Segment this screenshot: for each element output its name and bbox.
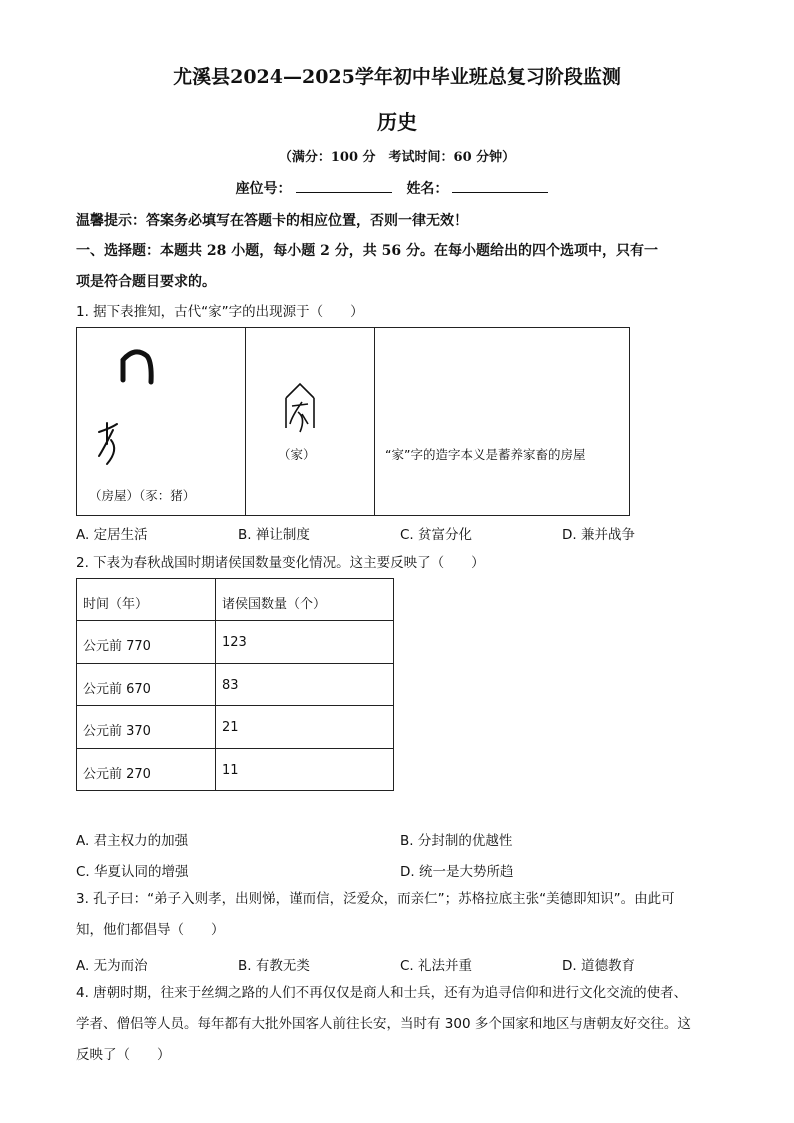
q1-option-a[interactable]: A. 定居生活 bbox=[76, 527, 148, 543]
table-cell: 公元前 670 bbox=[77, 664, 216, 706]
section1-line1: 一、选择题：本题共 28 小题，每小题 2 分，共 56 分。在每小题给出的四个选项中，只有一 bbox=[76, 243, 658, 259]
q4-line2: 学者、僧侣等人员。每年都有大批外国客人前往长安，当时有 300 多个国家和地区与唐朝友好交往。这 bbox=[76, 1016, 691, 1032]
name-blank[interactable] bbox=[452, 180, 548, 193]
q1-option-d[interactable]: D. 兼并战争 bbox=[562, 527, 635, 543]
seat-label: 座位号： bbox=[235, 181, 292, 197]
q1-cell-3 bbox=[375, 328, 630, 516]
table-cell: 公元前 270 bbox=[77, 749, 216, 791]
seat-blank[interactable] bbox=[296, 180, 392, 193]
seat-name-line bbox=[0, 178, 794, 198]
q3-option-c[interactable]: C. 礼法并重 bbox=[400, 958, 473, 974]
q1-stem: 1. 据下表推知，古代“家”字的出现源于（ ） bbox=[76, 304, 364, 320]
q1-cell2-caption: （家） bbox=[278, 447, 316, 462]
exam-title: 尤溪县2024—2025学年初中毕业班总复习阶段监测 bbox=[173, 66, 621, 88]
table-cell: 公元前 370 bbox=[77, 706, 216, 749]
q4-line3: 反映了（ ） bbox=[76, 1047, 171, 1063]
table-cell: 11 bbox=[216, 749, 394, 791]
table-cell: 83 bbox=[216, 664, 394, 706]
q2-option-b[interactable]: B. 分封制的优越性 bbox=[400, 833, 513, 849]
q3-option-a[interactable]: A. 无为而治 bbox=[76, 958, 148, 974]
q2-option-c[interactable]: C. 华夏认同的增强 bbox=[76, 864, 189, 880]
q3-line1: 3. 孔子曰：“弟子入则孝，出则悌，谨而信，泛爱众，而亲仁”；苏格拉底主张“美德即知识”。由此可 bbox=[76, 891, 675, 907]
table-header-row bbox=[77, 579, 394, 621]
table-row bbox=[77, 749, 394, 791]
q2-stem: 2. 下表为春秋战国时期诸侯国数量变化情况。这主要反映了（ ） bbox=[76, 555, 485, 571]
q3-option-d[interactable]: D. 道德教育 bbox=[562, 958, 635, 974]
q2-option-a[interactable]: A. 君主权力的加强 bbox=[76, 833, 189, 849]
q3-option-b[interactable]: B. 有教无类 bbox=[238, 958, 310, 974]
q1-option-c[interactable]: C. 贫富分化 bbox=[400, 527, 473, 543]
subject-title: 历史 bbox=[377, 110, 417, 134]
table-cell: 公元前 770 bbox=[77, 621, 216, 664]
q1-cell-1 bbox=[77, 328, 246, 516]
exam-meta: （满分：100 分 考试时间：60 分钟） bbox=[278, 150, 516, 165]
table-header-cell: 时间（年） bbox=[77, 579, 216, 621]
table-row bbox=[77, 706, 394, 749]
q1-table bbox=[76, 327, 630, 516]
notice: 温馨提示：答案务必填写在答题卡的相应位置，否则一律无效！ bbox=[76, 213, 468, 229]
q2-option-d[interactable]: D. 统一是大势所趋 bbox=[400, 864, 514, 880]
table-header-cell: 诸侯国数量（个） bbox=[216, 579, 394, 621]
q3-line2: 知，他们都倡导（ ） bbox=[76, 922, 225, 938]
q1-cell-2 bbox=[246, 328, 375, 516]
table-cell: 123 bbox=[216, 621, 394, 664]
table-cell: 21 bbox=[216, 706, 394, 749]
table-row bbox=[77, 664, 394, 706]
q1-option-b[interactable]: B. 禅让制度 bbox=[238, 527, 310, 543]
q2-table bbox=[76, 578, 394, 791]
q1-cell3-text: “家”字的造字本义是蓄养家畜的房屋 bbox=[385, 447, 586, 462]
section1-line2: 项是符合题目要求的。 bbox=[76, 274, 216, 290]
table-row bbox=[77, 621, 394, 664]
jia-glyph-icon bbox=[246, 328, 374, 514]
q4-line1: 4. 唐朝时期，往来于丝绸之路的人们不再仅仅是商人和士兵，还有为追寻信仰和进行文化交流的使者、 bbox=[76, 985, 688, 1001]
q1-cell1-caption: （房屋）（豕：猪） bbox=[89, 488, 196, 503]
name-label: 姓名： bbox=[406, 181, 449, 197]
